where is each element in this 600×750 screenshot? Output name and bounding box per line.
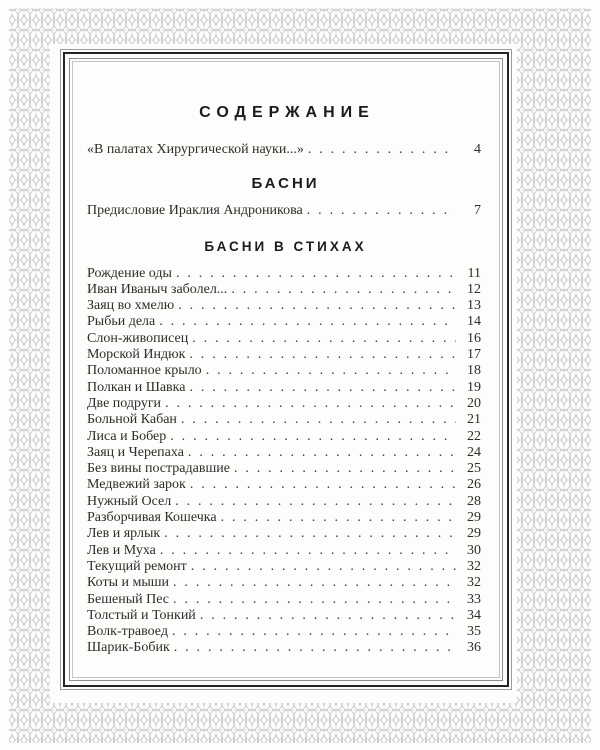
leader-dots bbox=[189, 347, 456, 363]
leader-dots bbox=[191, 559, 456, 575]
leader-dots bbox=[190, 477, 456, 493]
leader-dots bbox=[160, 543, 456, 559]
leader-dots bbox=[189, 380, 456, 396]
toc-entry bbox=[87, 203, 481, 219]
entry-title: Морской Индюк bbox=[87, 347, 186, 363]
toc-entry bbox=[87, 575, 481, 591]
entry-page-number: 32 bbox=[467, 558, 481, 574]
toc-entry bbox=[87, 314, 481, 330]
page-frame-inner-rule bbox=[72, 61, 500, 678]
page-frame-mid-rule bbox=[69, 58, 503, 681]
entry-page-number: 11 bbox=[467, 265, 481, 281]
leader-dots bbox=[174, 640, 456, 656]
entry-title: Волк-травоед bbox=[87, 624, 168, 640]
leader-dots bbox=[175, 494, 456, 510]
toc-entry bbox=[87, 142, 481, 158]
entry-page-number: 25 bbox=[467, 461, 481, 477]
entry-title: Нужный Осел bbox=[87, 493, 172, 509]
entry-page-number: 26 bbox=[467, 477, 481, 493]
entry-page-number: 7 bbox=[474, 203, 481, 219]
entry-title: Иван Иваныч заболел... bbox=[87, 281, 228, 297]
toc-entry bbox=[87, 363, 481, 379]
entry-page-number: 16 bbox=[467, 330, 481, 346]
entry-title: Рыбьи дела bbox=[87, 314, 156, 330]
section-heading: БАСНИ В СТИХАХ bbox=[204, 238, 367, 254]
entry-title: Больной Кабан bbox=[87, 412, 177, 428]
entry-page-number: 19 bbox=[467, 379, 481, 395]
entry-title: Медвежий зарок bbox=[87, 477, 186, 493]
entry-page-number: 18 bbox=[467, 363, 481, 379]
toc-entry bbox=[87, 396, 481, 412]
entry-title: Лев и ярлык bbox=[87, 526, 161, 542]
toc-entry bbox=[87, 429, 481, 445]
toc-entry bbox=[87, 461, 481, 477]
entry-page-number: 35 bbox=[467, 624, 481, 640]
entry-title: Предисловие Ираклия Андроникова bbox=[87, 203, 303, 219]
toc-body bbox=[87, 142, 481, 657]
entry-title: Поломанное крыло bbox=[87, 363, 202, 379]
page-frame-outer-rule bbox=[60, 49, 512, 690]
entry-page-number: 33 bbox=[467, 591, 481, 607]
entry-page-number: 20 bbox=[467, 395, 481, 411]
entry-page-number: 32 bbox=[467, 575, 481, 591]
entry-title: «В палатах Хирургической науки...» bbox=[87, 142, 304, 157]
entry-title: Рождение оды bbox=[87, 265, 172, 281]
toc-entry bbox=[87, 282, 481, 298]
entry-title: Полкан и Шавка bbox=[87, 379, 186, 395]
section-heading: БАСНИ bbox=[251, 175, 320, 193]
leader-dots bbox=[165, 396, 456, 412]
toc-entry bbox=[87, 640, 481, 656]
entry-title: Две подруги bbox=[87, 395, 162, 411]
toc-entry bbox=[87, 624, 481, 640]
toc-entry bbox=[87, 412, 481, 428]
entry-page-number: 14 bbox=[467, 314, 481, 330]
leader-dots bbox=[307, 203, 456, 219]
entry-page-number: 24 bbox=[467, 444, 481, 460]
toc-entry bbox=[87, 608, 481, 624]
entry-page-number: 29 bbox=[467, 526, 481, 542]
leader-dots bbox=[164, 526, 456, 542]
leader-dots bbox=[308, 142, 456, 158]
toc-content bbox=[73, 62, 499, 677]
entry-page-number: 12 bbox=[467, 281, 481, 297]
entry-page-number: 4 bbox=[474, 142, 481, 157]
entry-title: Коты и мыши bbox=[87, 575, 170, 591]
entry-title: Бешеный Пес bbox=[87, 591, 170, 607]
entry-page-number: 13 bbox=[467, 298, 481, 314]
entry-title: Заяц и Черепаха bbox=[87, 444, 184, 460]
entry-title: Лев и Муха bbox=[87, 542, 156, 558]
leader-dots bbox=[172, 624, 456, 640]
entry-page-number: 17 bbox=[467, 347, 481, 363]
page-title: СОДЕРЖАНИЕ bbox=[199, 104, 375, 121]
toc-entry bbox=[87, 298, 481, 314]
toc-entry bbox=[87, 559, 481, 575]
toc-entry bbox=[87, 477, 481, 493]
leader-dots bbox=[176, 266, 456, 282]
toc-entry bbox=[87, 445, 481, 461]
entry-title: Заяц во хмелю bbox=[87, 298, 175, 314]
entry-page-number: 28 bbox=[467, 493, 481, 509]
toc-entry bbox=[87, 510, 481, 526]
toc-entry bbox=[87, 494, 481, 510]
entry-page-number: 21 bbox=[467, 412, 481, 428]
toc-entry bbox=[87, 347, 481, 363]
toc-entry bbox=[87, 592, 481, 608]
entry-title: Разборчивая Кошечка bbox=[87, 510, 217, 526]
entry-title: Слон-живописец bbox=[87, 330, 189, 346]
entry-title: Лиса и Бобер bbox=[87, 428, 167, 444]
toc-entry bbox=[87, 266, 481, 282]
leader-dots bbox=[188, 445, 456, 461]
leader-dots bbox=[200, 608, 456, 624]
toc-entry bbox=[87, 380, 481, 396]
leader-dots bbox=[181, 412, 456, 428]
leader-dots bbox=[173, 575, 456, 591]
entry-title: Толстый и Тонкий bbox=[87, 607, 196, 623]
entry-page-number: 34 bbox=[467, 607, 481, 623]
entry-title: Текущий ремонт bbox=[87, 558, 187, 574]
entry-page-number: 29 bbox=[467, 510, 481, 526]
entry-page-number: 36 bbox=[467, 640, 481, 656]
entry-title: Без вины пострадавшие bbox=[87, 461, 230, 477]
leader-dots bbox=[173, 592, 456, 608]
entry-page-number: 22 bbox=[467, 428, 481, 444]
leader-dots bbox=[170, 429, 456, 445]
entry-page-number: 30 bbox=[467, 542, 481, 558]
leader-dots bbox=[178, 298, 456, 314]
toc-entry bbox=[87, 331, 481, 347]
toc-entry bbox=[87, 543, 481, 559]
leader-dots bbox=[231, 282, 456, 298]
page-frame-black-rule bbox=[63, 52, 509, 687]
toc-entry bbox=[87, 526, 481, 542]
leader-dots bbox=[159, 314, 456, 330]
leader-dots bbox=[221, 510, 456, 526]
leader-dots bbox=[234, 461, 456, 477]
leader-dots bbox=[192, 331, 456, 347]
leader-dots bbox=[206, 363, 456, 379]
entry-title: Шарик-Бобик bbox=[87, 640, 170, 656]
